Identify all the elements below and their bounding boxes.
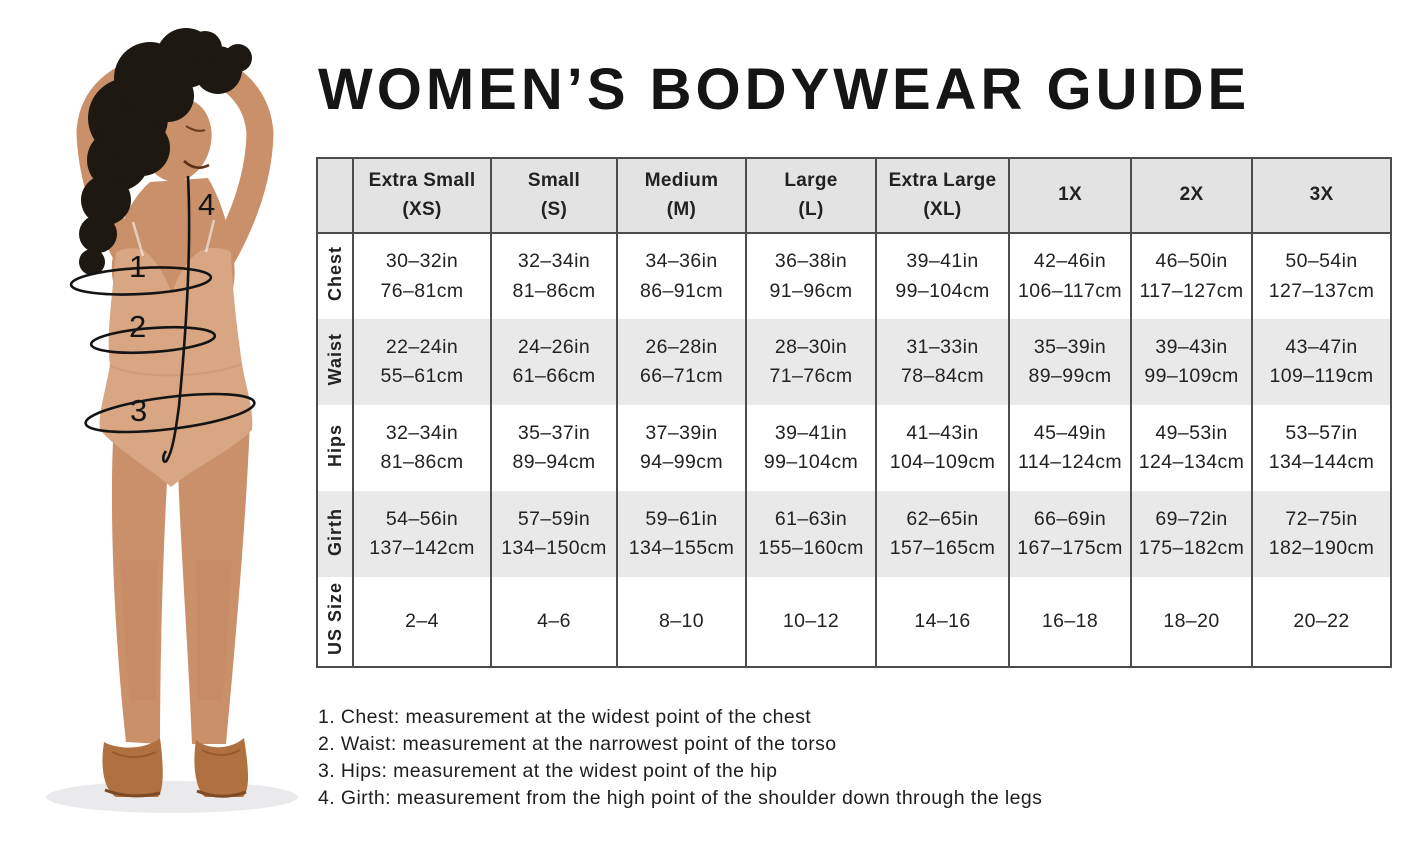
size-cell-cm: 55–61cm <box>380 365 464 387</box>
size-cell-cm: 61–66cm <box>512 365 596 387</box>
size-cell <box>1252 405 1391 491</box>
size-cell <box>876 233 1009 319</box>
size-cell-inches: 35–37in <box>517 421 591 444</box>
size-cell <box>491 319 617 405</box>
size-cell <box>1252 577 1391 667</box>
size-cell <box>617 319 746 405</box>
size-cell <box>491 491 617 577</box>
hips-number: 3 <box>130 393 148 428</box>
column-header-line2: (L) <box>798 198 824 220</box>
size-cell-inches: 66–69in <box>1033 507 1107 530</box>
size-cell <box>617 233 746 319</box>
size-cell <box>1131 319 1252 405</box>
size-cell <box>491 233 617 319</box>
size-cell <box>1131 405 1252 491</box>
chest-number: 1 <box>129 249 147 284</box>
size-chart-body <box>317 233 1391 667</box>
column-header-medium <box>617 158 746 233</box>
table-row-us-size <box>317 577 1391 667</box>
size-cell-cm: 134–150cm <box>501 537 607 559</box>
size-cell-inches: 37–39in <box>645 421 718 444</box>
size-cell-inches: 28–30in <box>774 335 848 358</box>
size-cell-inches: 54–56in <box>385 507 459 530</box>
size-cell-inches: 20–22 <box>1293 609 1350 632</box>
table-row-waist <box>317 319 1391 405</box>
size-cell <box>746 233 876 319</box>
column-header-large <box>746 158 876 233</box>
size-cell <box>746 577 876 667</box>
size-cell <box>617 405 746 491</box>
size-cell-inches: 45–49in <box>1033 421 1107 444</box>
note-chest: 1. Chest: measurement at the widest point of the chest <box>318 706 812 728</box>
size-cell <box>1131 233 1252 319</box>
size-cell <box>491 577 617 667</box>
size-cell <box>876 577 1009 667</box>
note-waist: 2. Waist: measurement at the narrowest point of the torso <box>318 733 837 755</box>
size-cell <box>353 319 491 405</box>
size-cell-inches: 41–43in <box>906 421 979 444</box>
column-header-line1: Medium <box>644 170 719 191</box>
table-row-hips <box>317 405 1391 491</box>
size-cell <box>746 319 876 405</box>
column-header-extra-small <box>353 158 491 233</box>
size-cell <box>353 405 491 491</box>
size-cell-cm: 89–99cm <box>1028 365 1112 387</box>
size-cell-inches: 43–47in <box>1285 335 1358 358</box>
size-cell-inches: 14–16 <box>914 609 971 632</box>
row-label-waist <box>317 319 353 405</box>
size-cell-inches: 31–33in <box>906 335 979 358</box>
row-label-girth <box>317 491 353 577</box>
size-cell-cm: 99–109cm <box>1144 365 1239 387</box>
size-cell <box>1009 233 1131 319</box>
size-cell <box>491 405 617 491</box>
size-cell-inches: 22–24in <box>385 335 459 358</box>
size-cell <box>1252 233 1391 319</box>
model-illustration <box>0 0 312 842</box>
size-cell <box>617 491 746 577</box>
size-cell-cm: 99–104cm <box>763 451 859 473</box>
column-header-line1: 2X <box>1179 184 1204 206</box>
size-cell-inches: 2–4 <box>405 609 439 632</box>
size-cell-inches: 53–57in <box>1285 421 1358 444</box>
size-cell-inches: 72–75in <box>1285 507 1358 530</box>
table-row-chest <box>317 233 1391 319</box>
size-cell-cm: 134–144cm <box>1268 451 1375 473</box>
size-cell-inches: 39–41in <box>774 421 848 444</box>
size-cell <box>1009 405 1131 491</box>
size-cell-inches: 34–36in <box>645 250 718 273</box>
girth-number: 4 <box>198 187 216 222</box>
size-cell-cm: 137–142cm <box>369 537 475 559</box>
column-header-line1: Extra Large <box>888 170 997 191</box>
size-cell-inches: 57–59in <box>517 507 591 530</box>
size-cell-cm: 99–104cm <box>895 279 990 302</box>
size-cell-cm: 114–124cm <box>1017 451 1123 473</box>
size-cell <box>1131 491 1252 577</box>
size-cell-cm: 124–134cm <box>1138 451 1245 473</box>
size-cell-inches: 24–26in <box>517 335 591 358</box>
size-cell <box>876 405 1009 491</box>
table-row-girth <box>317 491 1391 577</box>
size-cell-cm: 175–182cm <box>1138 537 1245 559</box>
column-header-3x <box>1252 158 1391 233</box>
size-cell-cm: 104–109cm <box>889 451 996 473</box>
size-cell-cm: 167–175cm <box>1017 537 1123 559</box>
column-header-line1: Large <box>784 170 838 191</box>
size-cell-inches: 39–41in <box>906 250 979 273</box>
size-cell <box>353 491 491 577</box>
column-header-extra-large <box>876 158 1009 233</box>
row-label-us-size <box>317 577 353 667</box>
corner-cell <box>317 158 353 233</box>
size-cell-inches: 42–46in <box>1033 250 1107 273</box>
size-cell <box>1252 319 1391 405</box>
size-cell-inches: 46–50in <box>1155 250 1228 273</box>
column-header-line2: (XS) <box>402 198 442 220</box>
size-cell-inches: 32–34in <box>517 250 591 273</box>
floor-shadow <box>46 781 298 813</box>
note-girth: 4. Girth: measurement from the high point of the shoulder down through the legs <box>318 787 1043 809</box>
size-cell-inches: 39–43in <box>1155 335 1228 358</box>
size-cell-cm: 109–119cm <box>1269 365 1374 387</box>
size-cell <box>746 405 876 491</box>
size-cell-inches: 49–53in <box>1155 421 1228 444</box>
row-label-text: Waist <box>325 333 345 386</box>
size-cell-cm: 134–155cm <box>628 537 735 559</box>
column-header-line1: Small <box>527 170 581 191</box>
size-cell-inches: 8–10 <box>659 609 704 632</box>
size-cell <box>1252 491 1391 577</box>
size-cell <box>1009 577 1131 667</box>
column-header-line1: 1X <box>1058 184 1082 206</box>
note-hips: 3. Hips: measurement at the widest point of the hip <box>318 760 778 782</box>
size-cell-inches: 61–63in <box>774 507 848 530</box>
column-header-line2: (XL) <box>923 198 962 220</box>
size-cell-cm: 106–117cm <box>1017 279 1123 302</box>
size-cell-inches: 35–39in <box>1033 335 1107 358</box>
size-cell-inches: 50–54in <box>1285 250 1358 273</box>
column-header-1x <box>1009 158 1131 233</box>
size-cell-cm: 71–76cm <box>769 365 853 387</box>
size-cell-cm: 89–94cm <box>512 451 596 473</box>
size-cell <box>876 491 1009 577</box>
row-label-text: Chest <box>325 246 345 302</box>
size-cell-cm: 91–96cm <box>769 279 853 302</box>
row-label-text: US Size <box>325 582 345 656</box>
size-cell <box>353 233 491 319</box>
size-cell <box>1009 319 1131 405</box>
column-header-line2: (S) <box>540 198 568 220</box>
size-cell-cm: 86–91cm <box>639 279 724 302</box>
size-cell <box>1131 577 1252 667</box>
size-cell-inches: 62–65in <box>906 507 979 530</box>
column-header-line1: Extra Small <box>368 170 476 191</box>
column-header-2x <box>1131 158 1252 233</box>
size-chart-table <box>316 157 1392 668</box>
waist-number: 2 <box>129 309 147 344</box>
size-cell-cm: 66–71cm <box>639 365 724 387</box>
size-cell-inches: 32–34in <box>385 421 459 444</box>
size-cell-inches: 59–61in <box>645 507 718 530</box>
row-label-text: Girth <box>325 507 345 556</box>
row-label-text: Hips <box>325 423 345 467</box>
size-cell-cm: 76–81cm <box>380 279 464 302</box>
size-cell-inches: 4–6 <box>537 609 571 632</box>
column-header-line1: 3X <box>1309 184 1334 206</box>
size-cell <box>617 577 746 667</box>
size-cell-cm: 81–86cm <box>512 279 596 302</box>
row-label-chest <box>317 233 353 319</box>
size-cell <box>876 319 1009 405</box>
size-chart-header-row <box>317 158 1391 233</box>
size-cell-inches: 10–12 <box>782 609 840 632</box>
size-cell-inches: 18–20 <box>1163 609 1220 632</box>
size-cell <box>353 577 491 667</box>
size-cell-cm: 182–190cm <box>1268 537 1375 559</box>
size-cell-cm: 127–137cm <box>1268 279 1375 302</box>
size-cell <box>1009 491 1131 577</box>
size-cell-inches: 36–38in <box>774 250 848 273</box>
size-cell-cm: 94–99cm <box>639 451 724 473</box>
column-header-line2: (M) <box>666 198 697 220</box>
column-header-small <box>491 158 617 233</box>
size-cell-cm: 81–86cm <box>380 451 464 473</box>
size-cell <box>746 491 876 577</box>
size-cell-inches: 30–32in <box>385 250 459 273</box>
page-title: WOMEN’S BODYWEAR GUIDE <box>318 57 1251 122</box>
model-photo <box>0 0 312 842</box>
measurement-notes <box>318 704 1398 812</box>
size-cell-cm: 157–165cm <box>889 537 996 559</box>
size-cell-inches: 26–28in <box>645 335 718 358</box>
size-cell-inches: 16–18 <box>1041 609 1099 632</box>
size-cell-cm: 78–84cm <box>900 365 985 387</box>
row-label-hips <box>317 405 353 491</box>
size-cell-cm: 117–127cm <box>1139 279 1244 302</box>
size-cell-inches: 69–72in <box>1155 507 1228 530</box>
size-cell-cm: 155–160cm <box>758 537 864 559</box>
